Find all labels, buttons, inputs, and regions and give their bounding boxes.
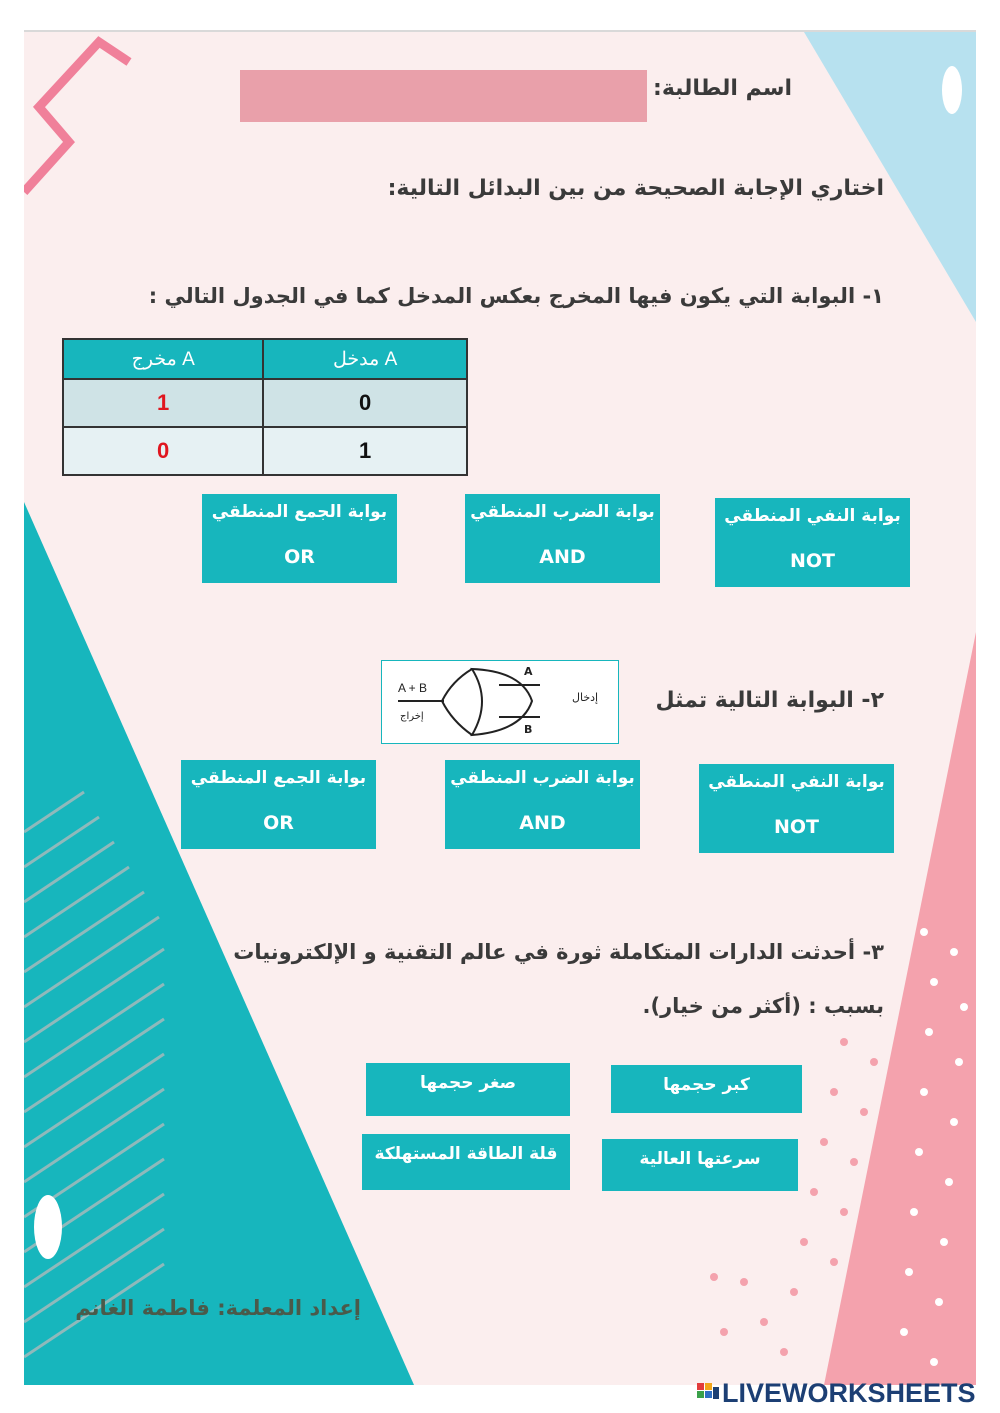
q1-option-and[interactable] bbox=[465, 494, 660, 583]
option-label: سرعتها العالية bbox=[639, 1149, 761, 1169]
gate-input-b: B bbox=[524, 723, 533, 736]
q1-option-not[interactable] bbox=[715, 498, 910, 587]
question-1-text: ١- البوابة التي يكون فيها المخرج بعكس المدخل كما في الجدول التالي : bbox=[148, 284, 884, 308]
gate-input-label: إدخال bbox=[572, 691, 599, 704]
teacher-credit: إعداد المعلمة: فاطمة الغانم bbox=[75, 1296, 361, 1320]
truth-table bbox=[62, 338, 468, 476]
option-label-ar: بوابة النفي المنطقي bbox=[708, 772, 885, 792]
liveworksheets-watermark bbox=[696, 1378, 976, 1409]
or-gate-diagram bbox=[381, 660, 619, 744]
q3-option-small-size[interactable] bbox=[366, 1063, 570, 1116]
question-3-text-line1: ٣- أحدثت الدارات المتكاملة ثورة في عالم التقنية و الإلكترونيات bbox=[233, 940, 884, 964]
table-cell-input: 1 bbox=[263, 427, 467, 475]
liveworksheets-logo-icon bbox=[696, 1380, 720, 1402]
option-label-ar: بوابة الجمع المنطقي bbox=[211, 502, 388, 522]
student-name-field[interactable] bbox=[240, 70, 647, 122]
table-header-output: مخرج A bbox=[63, 339, 263, 379]
q3-option-low-power[interactable] bbox=[362, 1134, 570, 1190]
q2-option-and[interactable] bbox=[445, 760, 640, 849]
watermark-text: LIVEWORKSHEETS bbox=[722, 1378, 976, 1408]
q1-option-or[interactable] bbox=[202, 494, 397, 583]
option-label-en: OR bbox=[284, 546, 315, 568]
option-label-en: NOT bbox=[789, 550, 835, 572]
gate-input-a: A bbox=[524, 665, 533, 678]
worksheet bbox=[24, 30, 976, 1385]
instructions: اختاري الإجابة الصحيحة من بين البدائل التالية: bbox=[387, 176, 884, 201]
q2-option-not[interactable] bbox=[699, 764, 894, 853]
option-label-ar: بوابة الضرب المنطقي bbox=[450, 768, 635, 788]
option-label-en: AND bbox=[519, 812, 566, 834]
question-2-text: ٢- البوابة التالية تمثل bbox=[655, 688, 884, 713]
q2-option-or[interactable] bbox=[181, 760, 376, 849]
option-label-en: AND bbox=[539, 546, 586, 568]
q3-option-high-speed[interactable] bbox=[602, 1139, 798, 1191]
option-label-en: OR bbox=[263, 812, 294, 834]
table-cell-output: 1 bbox=[63, 379, 263, 427]
table-cell-output: 0 bbox=[63, 427, 263, 475]
table-row bbox=[63, 427, 467, 475]
option-label: كبر حجمها bbox=[663, 1075, 750, 1095]
question-3-text-line2: بسبب : (أكثر من خيار). bbox=[642, 994, 884, 1018]
table-header-input: مدخل A bbox=[263, 339, 467, 379]
student-name-label: اسم الطالبة: bbox=[653, 76, 792, 101]
gate-output-expression: A + B bbox=[398, 681, 428, 695]
gate-output-label: إخراج bbox=[400, 711, 424, 722]
table-cell-input: 0 bbox=[263, 379, 467, 427]
option-label: صغر حجمها bbox=[419, 1073, 517, 1093]
option-label-en: NOT bbox=[773, 816, 819, 838]
option-label: قلة الطاقة المستهلكة bbox=[374, 1144, 558, 1164]
option-label-ar: بوابة الجمع المنطقي bbox=[190, 768, 367, 788]
table-row bbox=[63, 379, 467, 427]
option-label-ar: بوابة النفي المنطقي bbox=[724, 506, 901, 526]
option-label-ar: بوابة الضرب المنطقي bbox=[470, 502, 655, 522]
q3-option-large-size[interactable] bbox=[611, 1065, 802, 1113]
